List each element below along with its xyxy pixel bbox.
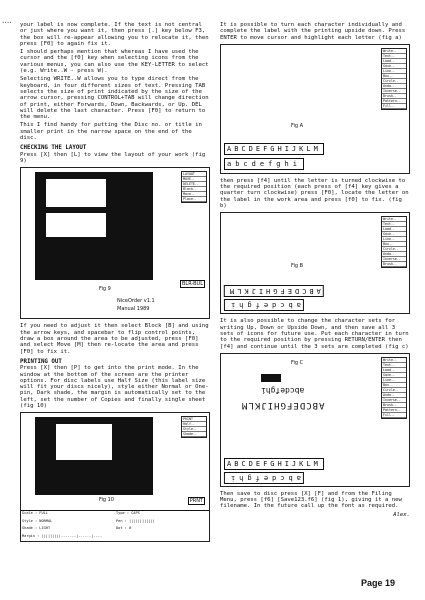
menu-item: PRINT [182,417,206,422]
figure-caption: Fig 9 [99,286,111,293]
menu-item: Block.. [182,187,206,192]
paragraph: then press [f4] until the letter is turned clockwise to the required position (each press of [f4] key gives a quarter turn clockwise) press [F0], locate the letter on the label in the work area and press [f0] to fix. (fig b) [220,177,409,210]
menu-item: Save.. [382,373,406,378]
page-footer [361,578,395,588]
figure-caption: Fig A [291,122,304,129]
menu-item: Load.. [382,227,406,232]
section-heading: CHECKING THE LAYOUT [20,145,87,152]
menu-item: Box.. [382,383,406,388]
scale-option: Scale : FULL [22,511,48,516]
menu-sidebar [381,48,407,110]
menu-sidebar [381,357,407,419]
layout-window [45,178,107,208]
figure-a [220,44,410,174]
menu-item: Save.. [382,232,406,237]
menu-sidebar [381,216,407,268]
menu-item: DELETE.. [182,182,206,187]
menu-item: Brush.. [382,94,406,99]
dot-option: Dot : 0 [116,526,132,531]
figure-caption: Fig 10 [99,497,115,504]
status-text: NiceOrder v1.1 [117,298,155,305]
figure-b [220,212,410,314]
menu-item: Circle.. [382,247,406,252]
menu-item: Save.. [382,64,406,69]
menu-item: Line.. [382,69,406,74]
margin-mark: •••• [2,20,12,25]
character-row-upper: ABCDEFGHIJKLM [224,285,324,297]
menu-item: Box.. [382,242,406,247]
menu-item: Move.. [182,192,206,197]
menu-item: Pattern.. [382,99,406,104]
upside-down-text-upper: ABCDEFGHIJKLM [241,399,325,410]
corner-label: BLR-BUL [182,281,203,288]
paragraph: Selecting WRITE..W allows you to type direct from the keyboard, in four different sizes of text. Pressing TAB selects the size of print indicated by the size of the arrow cursor, pressing CONTROL+TAB will change direction of print, either Forwards, Down, Backwards, or Up. DEL will delete the last character. Press [F0] to return to the menu. [20,76,209,121]
figure-caption: Fig C [291,359,304,366]
signature: Alex. [393,511,410,518]
corner-label: PRNT [189,498,203,505]
menu-item: Brush.. [382,262,406,267]
paragraph: If you need to adjust it then select Block [B] and using the arrow keys, and spacebar to flip control points, draw a box around the area to be adjusted, press [F0] and select Move [M] then re-locate the area and press [F0] to fix it. [20,323,209,355]
menu-item: Place.. [182,197,206,202]
shade-option: Shade : LIGHT [22,526,51,531]
paragraph: It is also possible to change the character sets for writing Up, Down or Upside Down, and then save all 3 sets of icons for future use. Put each character in turn to the required position by pressing RETURN/ENTER then [f4] and continue until the 3 sets are completed (fig c) [220,318,409,350]
character-row-upper: ABCDEFGHIJKLM [224,458,324,470]
figure-c [220,353,410,487]
paragraph: Then save to disc press [X] [F] and from the Filing Menu, press [f6] [Save123.f6] (fig 1), giving it a new filename. In the future call up the font as required. [220,490,402,510]
pen-option: Pen : |||||||||||| [116,518,155,523]
menu-item: Write.. [382,49,406,54]
paragraph: Press [X] then [P] to get into the print mode. In the window at the bottom of the screen are the printer options. For disc labels use Half Size (this label size will fit your discs nicely), style either Normal or One-pin, Dark shade, the margin is automatically set to the left, set the number of Copies and finally single sheet (fig 10) [20,365,209,410]
paragraph: your label is now complete. If the text is not central or just where you want it, then press [.] key below F3, the box will re-appear allowing you to relocate it, then press [F0] to again fix it. [20,22,209,47]
menu-item: Text.. [382,363,406,368]
menu-item: Load.. [382,59,406,64]
menu-item: Text.. [382,54,406,59]
menu-item: Inverse.. [382,398,406,403]
character-row-lower: abcdefghi [224,299,304,311]
page-label: Page [360,578,383,588]
menu-item: Circle.. [382,388,406,393]
menu-item: Line.. [382,237,406,242]
paragraph: I should perhaps mention that whereas I have used the cursor and the [f0] key when selecting icons from the various menus, you can also use the KEY-LETTER to select (e.g. Write..W - press W). [20,49,209,75]
highlight-block [261,374,281,382]
menu-item: Write.. [382,217,406,222]
menu-item: Half.. [182,422,206,427]
character-row-lower: abcdefghi [224,158,304,170]
menu-item: Pattern.. [382,408,406,413]
menu-item: Line.. [382,378,406,383]
print-window [55,423,113,461]
menu-item: Brush.. [382,403,406,408]
right-column [220,22,410,520]
page-number: 19 [384,578,395,588]
print-options-bar [21,510,209,541]
upside-down-text-lower: abcdefghi [261,385,305,395]
menu-item: Circle.. [382,79,406,84]
menu-item: Style.. [182,427,206,432]
figure-9 [20,167,210,319]
paragraph: It is possible to turn each character individually and complete the label with the printing upside down. Press ENTER to move cursor and highlight each letter (fig a) [220,22,406,41]
status-text: Manual 1989 [117,306,150,313]
character-row-lower: abcdefghi [224,472,304,484]
style-option: Style : NORMAL [22,518,53,523]
character-row-upper: ABCDEFGHIJKLM [224,143,324,155]
menu-sidebar [181,416,207,438]
paragraph: This I find handy for putting the Disc no. or title in smaller print in the narrow space on the end of the disc. [20,122,202,142]
menu-item: Inverse.. [382,257,406,262]
figure-10 [20,412,210,542]
paragraph: Press [X] then [L] to view the layout of your work (fig 9) [20,151,206,165]
menu-item: Write.. [382,358,406,363]
menu-item: Undo.. [382,393,406,398]
menu-sidebar [181,171,207,203]
menu-item: Box.. [382,74,406,79]
section-heading: PRINTING OUT [20,358,62,365]
menu-item: Shade.. [182,432,206,437]
menu-item: LAYOUT [182,172,206,177]
left-column [20,22,210,546]
menu-item: Undo.. [382,84,406,89]
menu-item: Undo.. [382,252,406,257]
type-option: Type : CAPS [116,511,140,516]
menu-item: Load.. [382,368,406,373]
menu-item: Text.. [382,222,406,227]
menu-item: Fill.. [382,104,406,109]
menu-item: Inverse.. [382,89,406,94]
figure-caption: Fig B [291,263,304,270]
layout-window [45,212,107,238]
menu-item: Fill.. [382,413,406,418]
margin-option: Margin : |||||||||-------|------|---- [22,533,103,538]
menu-item: MOVE.. [182,177,206,182]
